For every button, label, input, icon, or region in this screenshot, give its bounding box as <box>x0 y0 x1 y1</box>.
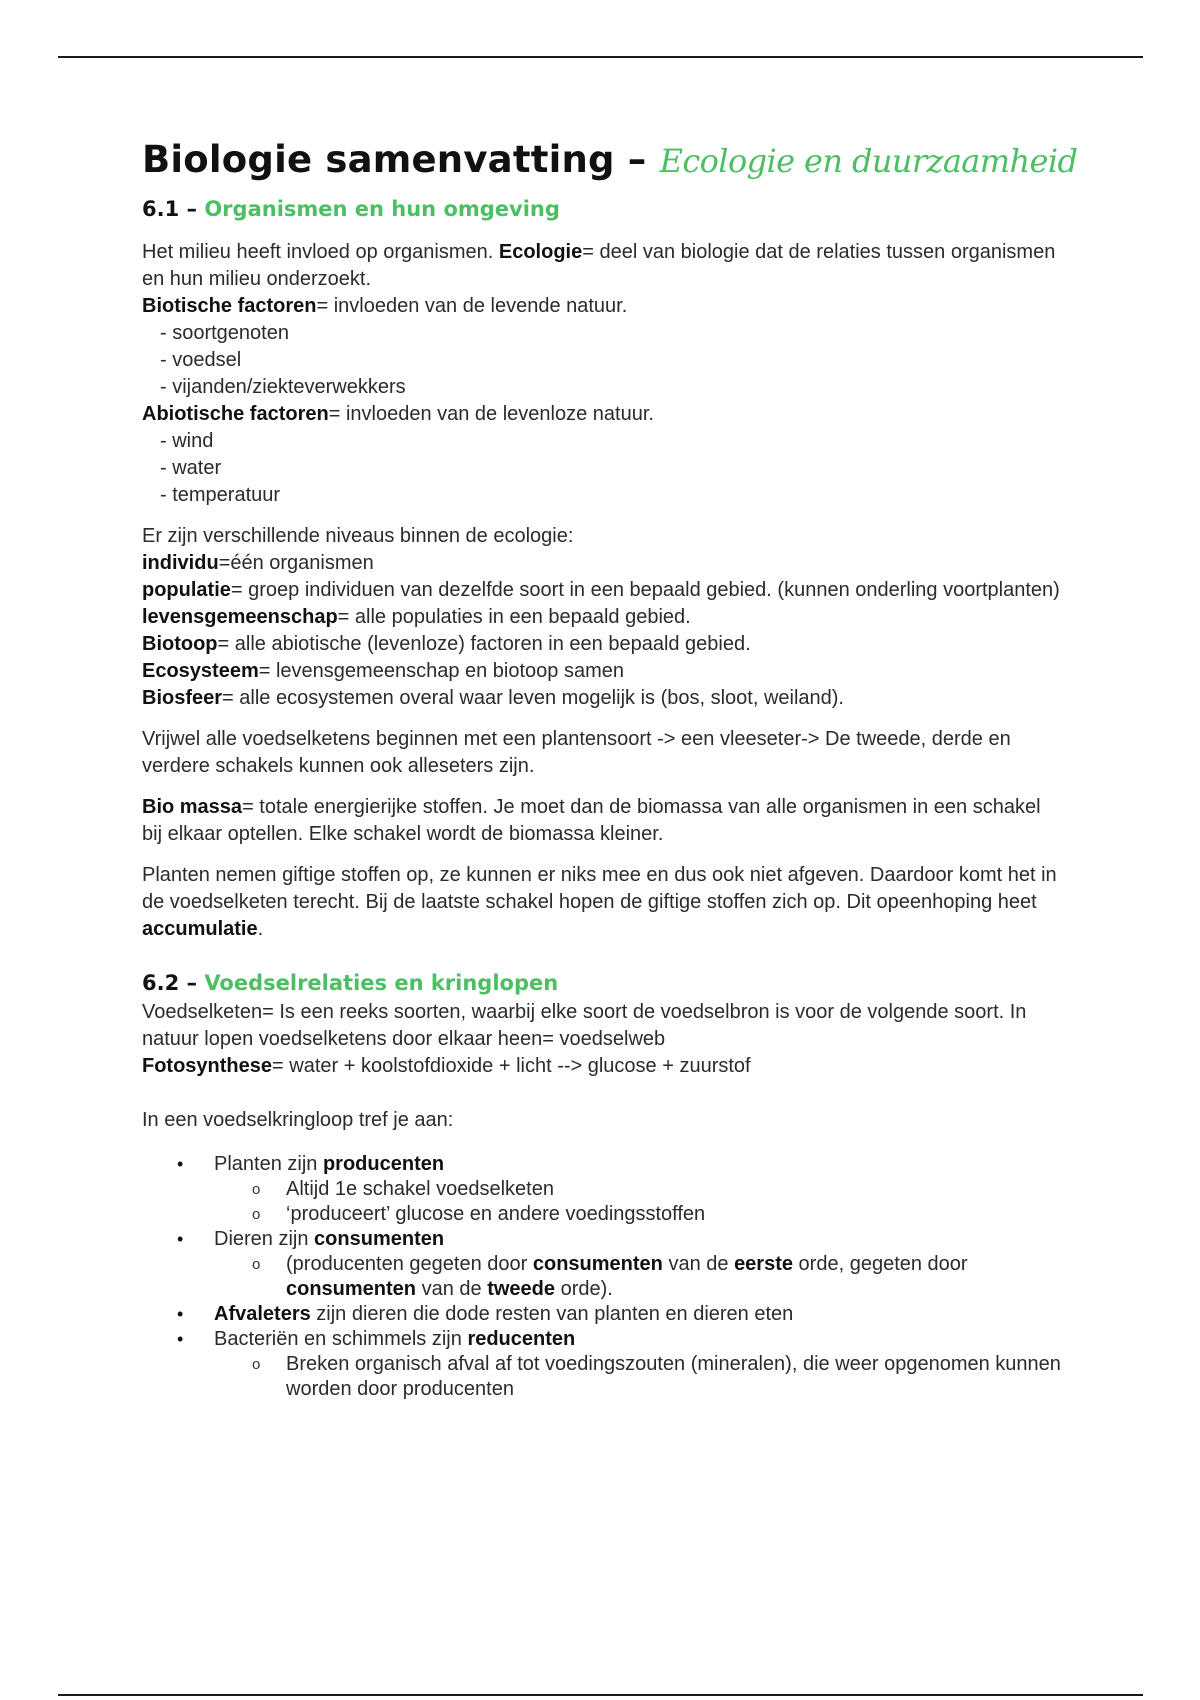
niveau-definition: = levensgemeenschap en biotoop samen <box>258 660 625 682</box>
item-text: Dieren zijn <box>214 1228 315 1250</box>
voedselketens-paragraph: Vrijwel alle voedselketens beginnen met een plantensoort -> een vleeseter-> De tweede, derde en verdere schakels kunnen ook alleseters zijn. <box>142 728 1011 777</box>
fotosynthese-line <box>142 1053 1062 1080</box>
biotisch-definition: = invloeden van de levende natuur. <box>316 295 628 317</box>
heading-text: Organismen en hun omgeving <box>204 197 560 221</box>
title-main: Biologie samenvatting – <box>142 138 660 181</box>
niveau-line <box>142 658 1062 685</box>
niveau-line <box>142 550 1062 577</box>
biotisch-term: Biotische factoren <box>142 295 317 317</box>
sub-text: (producenten gegeten door <box>286 1253 533 1275</box>
niveau-term: Biotoop <box>142 633 218 655</box>
list-item-consumenten <box>142 1227 1062 1302</box>
niveau-definition: = groep individuen van dezelfde soort in een bepaald gebied. (kunnen onderling voortplanten) <box>230 579 1060 601</box>
item-text: Bacteriën en schimmels zijn <box>214 1328 468 1350</box>
section-heading-6-2 <box>142 967 1062 999</box>
niveau-term: Ecosysteem <box>142 660 259 682</box>
abiotisch-item: - temperatuur <box>160 484 281 506</box>
sublist-item: o Altijd 1e schakel voedselketen <box>214 1177 1062 1202</box>
niveau-definition: = alle abiotische (levenloze) factoren in een bepaald gebied. <box>217 633 751 655</box>
list-item-reducenten <box>142 1327 1062 1402</box>
abiotisch-definition: = invloeden van de levenloze natuur. <box>328 403 654 425</box>
heading-number: 6.1 – <box>142 197 205 221</box>
document-page <box>142 130 1078 1402</box>
title-subject: Ecologie en duurzaamheid <box>659 142 1078 180</box>
niveau-line <box>142 577 1062 604</box>
sub-term: eerste <box>734 1253 793 1275</box>
kringloop-intro: In een voedselkringloop tref je aan: <box>142 1109 454 1131</box>
sub-text: orde, gegeten door <box>793 1253 968 1275</box>
niveau-term: Biosfeer <box>142 687 223 709</box>
item-term: producenten <box>322 1153 445 1175</box>
accumulatie-end: . <box>257 918 264 940</box>
sublist-consumenten <box>214 1252 1062 1302</box>
page-title <box>142 130 1078 191</box>
list-item-producenten <box>142 1152 1062 1227</box>
voedselketen-paragraph: Voedselketen= Is een reeks soorten, waarbij elke soort de voedselbron is voor de volgende soort. In natuur lopen voedselketens door elkaar heen= voedselweb <box>142 1001 1027 1050</box>
niveaus-intro: Er zijn verschillende niveaus binnen de ecologie: <box>142 525 574 547</box>
kringloop-list <box>142 1152 1062 1402</box>
niveau-definition: =één organismen <box>218 552 374 574</box>
section-heading-6-1 <box>142 193 1062 225</box>
sublist-producenten <box>214 1177 1062 1227</box>
item-term: reducenten <box>467 1328 576 1350</box>
accumulatie-paragraph <box>142 862 1062 943</box>
biomassa-definition: = totale energierijke stoffen. Je moet dan de biomassa van alle organismen in een schakel bij elkaar optellen. Elke schakel wordt de biomassa kleiner. <box>142 796 1041 845</box>
abiotisch-item: - water <box>160 457 222 479</box>
item-term: Afvaleters <box>214 1303 311 1325</box>
niveau-term: levensgemeenschap <box>142 606 338 628</box>
niveau-line <box>142 631 1062 658</box>
giftig-text: Planten nemen giftige stoffen op, ze kunnen er niks mee en dus ook niet afgeven. Daardoor komt het in de voedselketen terecht. Bij de laatste schakel hopen de giftige stoffen zich op. Dit opeenhoping heet <box>142 864 1057 913</box>
fotosynthese-definition: = water + koolstofdioxide + licht --> glucose + zuurstof <box>272 1055 751 1077</box>
sublist-item: o Breken organisch afval af tot voedingszouten (mineralen), die weer opgenomen kunnen worden door producenten <box>214 1352 1062 1402</box>
top-rule <box>58 56 1143 58</box>
sublist-item <box>214 1252 1062 1302</box>
heading-text: Voedselrelaties en kringlopen <box>204 971 559 995</box>
sub-text: van de <box>416 1278 488 1300</box>
sub-term: consumenten <box>286 1278 417 1300</box>
niveau-line <box>142 604 1062 631</box>
niveau-definition: = alle ecosystemen overal waar leven mogelijk is (bos, sloot, weiland). <box>222 687 844 709</box>
list-item-afvaleters <box>142 1302 1062 1327</box>
niveau-term: individu <box>142 552 219 574</box>
niveau-term: populatie <box>142 579 231 601</box>
biotisch-item: - voedsel <box>160 349 242 371</box>
biomassa-paragraph <box>142 794 1062 848</box>
biotisch-item: - soortgenoten <box>160 322 289 344</box>
bottom-rule <box>58 1694 1143 1696</box>
ecologie-definition: = deel van biologie dat de relaties tussen organismen en hun milieu onderzoekt. <box>142 241 1056 290</box>
item-term: consumenten <box>314 1228 445 1250</box>
sublist-item: o ‘produceert’ glucose en andere voedingsstoffen <box>214 1202 1062 1227</box>
intro-text: Het milieu heeft invloed op organismen. <box>142 241 499 263</box>
fotosynthese-term: Fotosynthese <box>142 1055 273 1077</box>
sublist-reducenten <box>214 1352 1062 1402</box>
abiotisch-term: Abiotische factoren <box>142 403 329 425</box>
biomassa-term: Bio massa <box>142 796 243 818</box>
niveau-line <box>142 685 1062 712</box>
item-text: zijn dieren die dode resten van planten en dieren eten <box>310 1303 794 1325</box>
sub-text: van de <box>662 1253 735 1275</box>
biotisch-line <box>142 293 1062 320</box>
ecologie-paragraph <box>142 239 1062 293</box>
sub-text: orde). <box>555 1278 613 1300</box>
abiotisch-item: - wind <box>160 430 214 452</box>
ecologie-term: Ecologie <box>498 241 583 263</box>
abiotisch-line <box>142 401 1062 428</box>
item-text: Planten zijn <box>214 1153 323 1175</box>
sub-term: consumenten <box>532 1253 663 1275</box>
accumulatie-term: accumulatie <box>142 918 258 940</box>
sub-term: tweede <box>487 1278 556 1300</box>
heading-number: 6.2 – <box>142 971 205 995</box>
biotisch-item: - vijanden/ziekteverwekkers <box>160 376 406 398</box>
niveau-definition: = alle populaties in een bepaald gebied. <box>337 606 691 628</box>
